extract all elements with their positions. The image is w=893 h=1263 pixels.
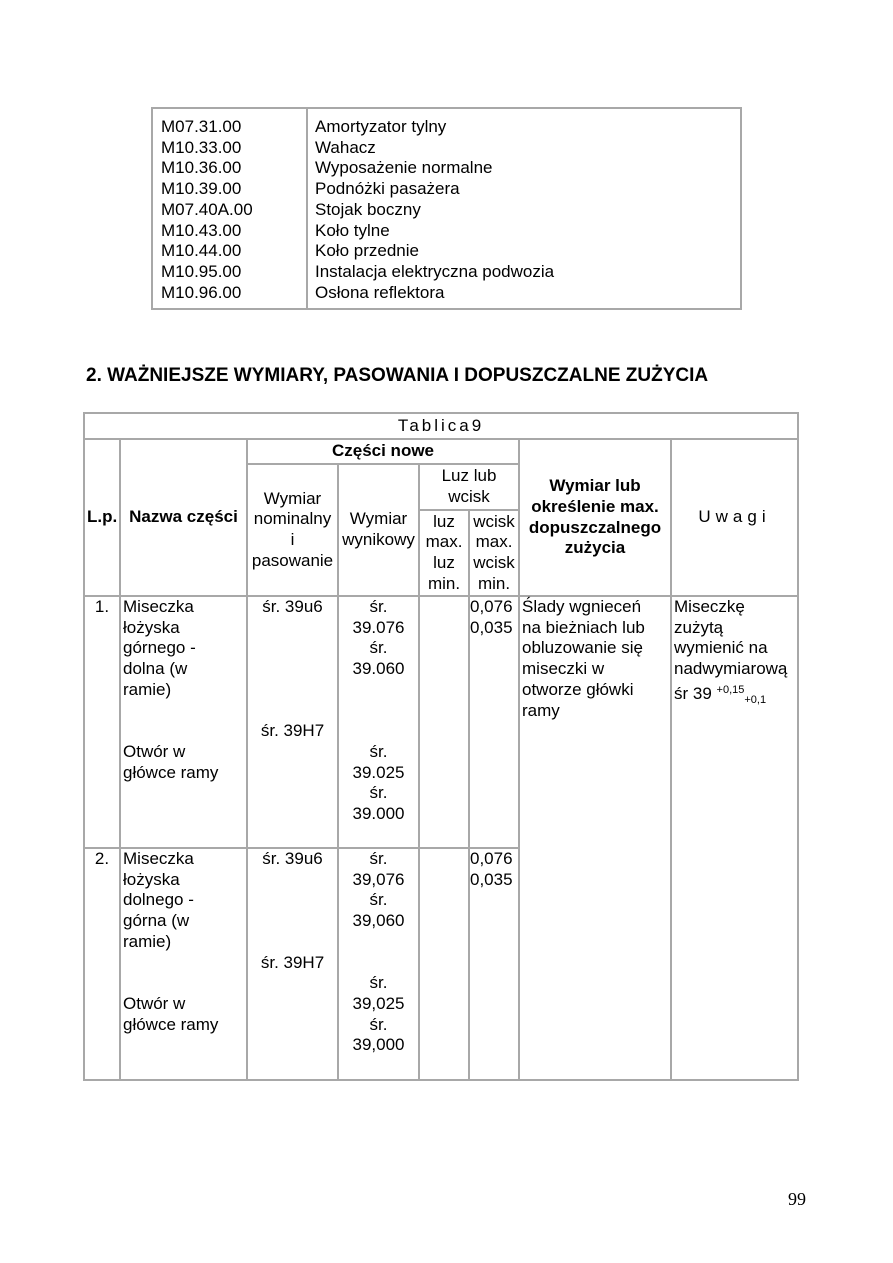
part-code: M10.36.00 [161,158,242,178]
part-code: M10.33.00 [161,137,242,157]
part-name: Koło tylne [315,220,390,240]
part-name: Wyposażenie normalne [315,158,493,178]
header-luz: luz max. luz min. [419,510,469,596]
parts-list-divider [306,109,308,308]
row-lp: 1. [84,596,120,848]
header-nominal: Wymiar nominalny i pasowanie [247,464,338,596]
header-wear: Wymiar lub określenie max. dopuszczalnego zużycia [519,439,671,596]
header-lp: L.p. [84,439,120,596]
part-code: M10.43.00 [161,220,242,240]
row-wcisk: 0,076 0,035 [469,848,519,1080]
header-wcisk: wcisk max. wcisk min. [469,510,519,596]
header-clearance: Luz lub wcisk [419,464,519,510]
row-resulting: śr. 39,076 śr. 39,060 śr. 39,025 śr. 39,000 [338,848,419,1080]
row-nominal: śr. 39u6 śr. 39H7 [247,848,338,1080]
part-name: Koło przednie [315,241,419,261]
part-name: Osłona reflektora [315,282,445,302]
part-code: M10.44.00 [161,241,242,261]
header-part-name: Nazwa części [120,439,247,596]
row-part-name: Miseczka łożyska dolnego - górna (w ramie) Otwór w główce ramy [120,848,247,1080]
row-nominal: śr. 39u6 śr. 39H7 [247,596,338,848]
parts-name-column [315,117,554,303]
row-resulting: śr. 39.076 śr. 39.060 śr. 39.025 śr. 39.000 [338,596,419,848]
part-code: M10.96.00 [161,282,242,302]
row-wcisk: 0,076 0,035 [469,596,519,848]
dimensions-table [83,412,799,1081]
part-name: Podnóżki pasażera [315,179,460,199]
part-name: Stojak boczny [315,199,421,219]
part-name: Amortyzator tylny [315,117,447,136]
table-caption: Tablica9 [84,413,798,439]
row-lp: 2. [84,848,120,1080]
part-name: Instalacja elektryczna podwozia [315,261,555,281]
row-luz [419,596,469,848]
part-code: M10.39.00 [161,179,242,199]
notes-dimension: śr 39 $^{+0,15}_{+0,1}$ [674,683,767,706]
page-number: 99 [788,1189,806,1209]
part-code: M07.40A.00 [161,199,253,219]
header-resulting: Wymiar wynikowy [338,464,419,596]
header-new-parts: Części nowe [247,439,519,464]
row-notes: Miseczkę zużytą wymienić na nadwymiarową śr 39 $^{+0,15}_{+0,1}$ [671,596,798,1080]
part-code: M07.31.00 [161,117,242,136]
row-part-name: Miseczka łożyska górnego - dolna (w ramie) Otwór w główce ramy [120,596,247,848]
section-heading: 2. WAŻNIEJSZE WYMIARY, PASOWANIA I DOPUSZCZALNE ZUŻYCIA [86,365,709,386]
parts-code-column [161,117,253,303]
header-notes: Uwagi [671,439,798,596]
row-luz [419,848,469,1080]
row-wear: Ślady wgnieceń na bieżniach lub obluzowanie się miseczki w otworze główki ramy [519,596,671,1080]
parts-list-table [151,107,742,310]
part-code: M10.95.00 [161,261,242,281]
part-name: Wahacz [315,137,376,157]
